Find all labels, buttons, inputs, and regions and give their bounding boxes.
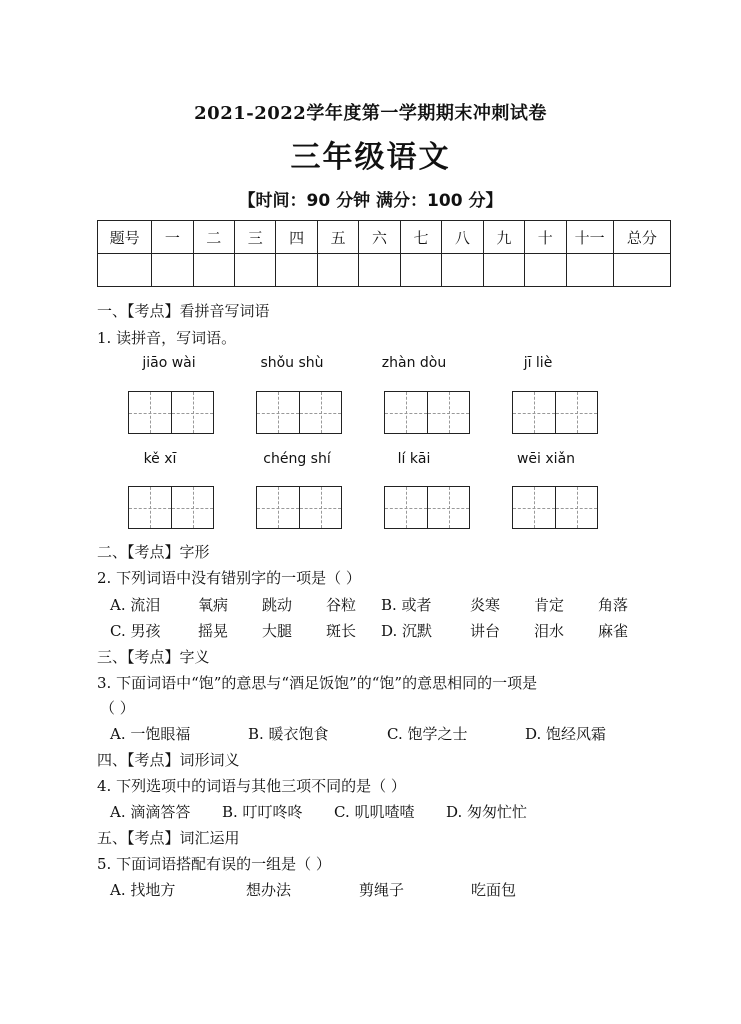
pinyin-label: kě xī — [143, 451, 177, 467]
pinyin-label: lí kāi — [397, 451, 431, 467]
grid-cell[interactable] — [427, 392, 469, 433]
question-4: 4. 下列选项中的词语与其他三项不同的是（ ） — [97, 777, 406, 795]
section-3-title: 三、【考点】字义 — [97, 648, 210, 666]
score-header-cell: 总分 — [613, 221, 670, 254]
pinyin-label: wēi xiǎn — [516, 451, 576, 467]
option-text: 谷粒 — [326, 596, 357, 614]
option-text: 讲台 — [470, 622, 501, 640]
score-cell[interactable] — [276, 254, 317, 287]
section-2-title: 二、【考点】字形 — [97, 543, 210, 561]
grid-cell[interactable] — [129, 487, 171, 528]
grid-cell[interactable] — [257, 392, 299, 433]
writing-grid[interactable] — [512, 486, 598, 529]
pinyin-label: shǒu shù — [260, 355, 324, 371]
question-3: 3. 下面词语中“饱”的意思与“酒足饭饱”的“饱”的意思相同的一项是 — [97, 674, 538, 692]
grid-cell[interactable] — [513, 392, 555, 433]
score-header-cell: 十 — [525, 221, 566, 254]
score-cell[interactable] — [400, 254, 441, 287]
pinyin-label: zhàn dòu — [381, 355, 447, 371]
section-1-title: 一、【考点】看拼音写词语 — [97, 302, 270, 320]
option-text: 麻雀 — [598, 622, 629, 640]
grid-cell[interactable] — [299, 487, 341, 528]
score-cell[interactable] — [193, 254, 234, 287]
option-text: B. 叮叮咚咚 — [222, 803, 303, 821]
grid-cell[interactable] — [427, 487, 469, 528]
score-header-cell: 九 — [483, 221, 524, 254]
writing-grid[interactable] — [256, 391, 342, 434]
score-cell[interactable] — [483, 254, 524, 287]
score-cell[interactable] — [317, 254, 358, 287]
score-cell[interactable] — [152, 254, 193, 287]
score-header-cell: 十一 — [566, 221, 613, 254]
section-5-title: 五、【考点】词汇运用 — [97, 829, 240, 847]
option-text: C. 饱学之士 — [387, 725, 468, 743]
option-text: 角落 — [598, 596, 629, 614]
writing-grid[interactable] — [384, 486, 470, 529]
score-header-cell: 四 — [276, 221, 317, 254]
writing-grid[interactable] — [128, 391, 214, 434]
score-header-cell: 七 — [400, 221, 441, 254]
option-text: 想办法 — [246, 881, 292, 899]
grid-cell[interactable] — [129, 392, 171, 433]
grid-cell[interactable] — [171, 487, 213, 528]
score-cell[interactable] — [613, 254, 670, 287]
option-text: C. 男孩 — [110, 622, 161, 640]
grid-cell[interactable] — [555, 392, 597, 433]
option-text: 剪绳子 — [359, 881, 405, 899]
score-cell[interactable] — [98, 254, 152, 287]
option-text: A. 一饱眼福 — [110, 725, 191, 743]
score-table — [97, 220, 671, 287]
option-text: 泪水 — [534, 622, 565, 640]
time-info: 【时间：90 分钟 满分：100 分】 — [238, 191, 503, 211]
grid-cell[interactable] — [299, 392, 341, 433]
subject-title: 三年级语文 — [290, 140, 451, 175]
option-text: D. 匆匆忙忙 — [446, 803, 528, 821]
option-text: 氧病 — [198, 596, 229, 614]
score-cell[interactable] — [442, 254, 483, 287]
question-1: 1. 读拼音，写词语。 — [97, 329, 237, 347]
option-text: 摇晃 — [198, 622, 229, 640]
pinyin-label: jiāo wài — [142, 355, 196, 371]
writing-grid[interactable] — [384, 391, 470, 434]
grid-cell[interactable] — [385, 487, 427, 528]
exam-title: 2021-2022学年度第一学期期末冲刺试卷 — [194, 103, 547, 124]
option-text: B. 暖衣饱食 — [248, 725, 329, 743]
pinyin-label: jī liè — [523, 355, 553, 371]
question-2: 2. 下列词语中没有错别字的一项是（ ） — [97, 569, 361, 587]
option-text: 斑长 — [326, 622, 357, 640]
option-text: B. 或者 — [381, 596, 432, 614]
score-header-cell: 一 — [152, 221, 193, 254]
grid-cell[interactable] — [555, 487, 597, 528]
option-text: C. 叽叽喳喳 — [334, 803, 415, 821]
answer-blank: （ ） — [100, 699, 135, 717]
score-cell[interactable] — [525, 254, 566, 287]
writing-grid[interactable] — [128, 486, 214, 529]
grid-cell[interactable] — [385, 392, 427, 433]
question-5: 5. 下面词语搭配有误的一组是（ ） — [97, 855, 331, 873]
option-text: A. 找地方 — [110, 881, 176, 899]
score-header-cell: 五 — [317, 221, 358, 254]
writing-grid[interactable] — [512, 391, 598, 434]
option-text: 肯定 — [534, 596, 565, 614]
option-text: 大腿 — [262, 622, 293, 640]
score-header-cell: 三 — [235, 221, 276, 254]
score-cell[interactable] — [235, 254, 276, 287]
option-text: 跳动 — [262, 596, 293, 614]
score-header-cell: 六 — [359, 221, 400, 254]
section-4-title: 四、【考点】词形词义 — [97, 751, 240, 769]
writing-grid[interactable] — [256, 486, 342, 529]
option-text: D. 饱经风霜 — [525, 725, 607, 743]
score-cell[interactable] — [566, 254, 613, 287]
grid-cell[interactable] — [513, 487, 555, 528]
option-text: D. 沉默 — [381, 622, 433, 640]
option-text: A. 滴滴答答 — [110, 803, 191, 821]
score-header-cell: 二 — [193, 221, 234, 254]
score-header-cell: 题号 — [98, 221, 152, 254]
grid-cell[interactable] — [257, 487, 299, 528]
score-cell[interactable] — [359, 254, 400, 287]
score-header-cell: 八 — [442, 221, 483, 254]
score-header-row — [98, 221, 671, 254]
option-text: A. 流泪 — [110, 596, 161, 614]
option-text: 炎寒 — [470, 596, 501, 614]
option-text: 吃面包 — [471, 881, 517, 899]
grid-cell[interactable] — [171, 392, 213, 433]
score-value-row — [98, 254, 671, 287]
pinyin-label: chéng shí — [263, 451, 331, 467]
